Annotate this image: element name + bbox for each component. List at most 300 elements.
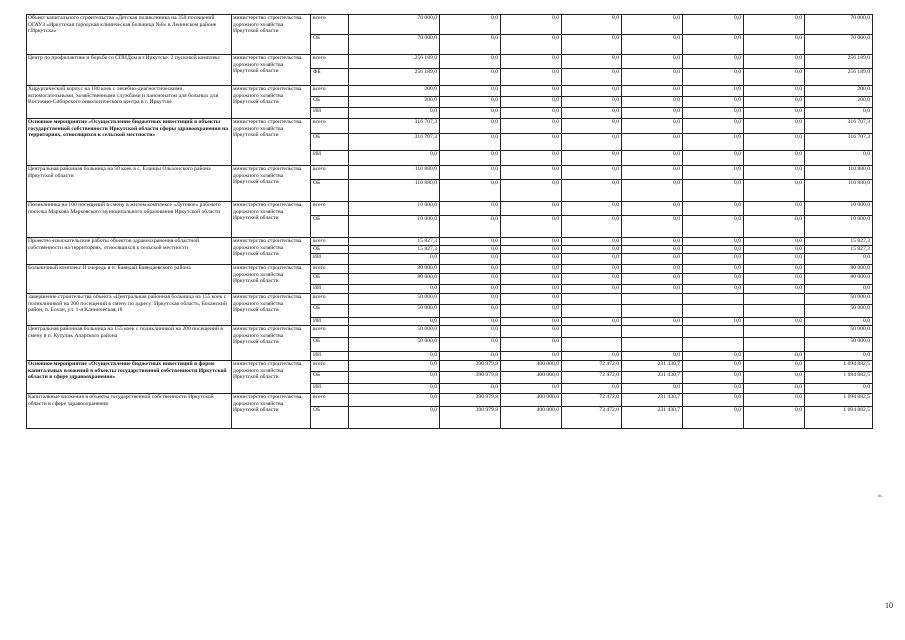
year-value-cell: 10 000,0 [349, 202, 440, 216]
funding-source-cell: ОБ [311, 305, 349, 318]
year-value-cell: 0,0 [562, 254, 622, 265]
total-value-cell: 0,0 [805, 352, 873, 361]
year-value-cell: 0,0 [622, 180, 683, 202]
total-value-cell: 110 880,0 [805, 180, 873, 202]
funding-source-cell: ОБ [311, 407, 349, 429]
year-value-cell: 0,0 [440, 285, 501, 294]
year-value-cell [562, 326, 622, 338]
year-value-cell: 0,0 [501, 134, 562, 151]
year-value-cell: 0,0 [501, 202, 562, 216]
year-value-cell: 0,0 [744, 285, 805, 294]
year-value-cell: 0,0 [440, 384, 501, 394]
year-value-cell: 0,0 [440, 238, 501, 246]
activity-name-cell: Капитальные вложения в объекты государственной собственности Иркутской области в сфере здравоохранения [27, 394, 232, 429]
total-value-cell: 0,0 [805, 384, 873, 394]
year-value-cell: 72 472,0 [562, 361, 622, 372]
year-value-cell: 0,0 [501, 55, 562, 69]
year-value-cell: 0,0 [501, 384, 562, 394]
year-value-cell: 256 189,0 [349, 69, 440, 86]
year-value-cell: 0,0 [440, 134, 501, 151]
funding-source-cell: ФБ [311, 69, 349, 86]
year-value-cell: 231 430,7 [622, 372, 683, 384]
year-value-cell: 0,0 [683, 352, 744, 361]
year-value-cell: 0,0 [683, 394, 744, 407]
year-value-cell: 0,0 [440, 108, 501, 119]
total-value-cell: 15 827,3 [805, 238, 873, 246]
year-value-cell [744, 305, 805, 318]
year-value-cell: 0,0 [683, 361, 744, 372]
year-value-cell: 390 979,8 [440, 372, 501, 384]
year-value-cell: 0,0 [562, 119, 622, 134]
total-value-cell: 80 000,0 [805, 274, 873, 285]
year-value-cell: 0,0 [501, 238, 562, 246]
year-value-cell: 0,0 [562, 97, 622, 108]
year-value-cell: 0,0 [349, 151, 440, 166]
year-value-cell: 0,0 [622, 246, 683, 254]
year-value-cell: 0,0 [349, 108, 440, 119]
year-value-cell: 0,0 [501, 108, 562, 119]
year-value-cell: 0,0 [562, 55, 622, 69]
year-value-cell: 400 000,0 [501, 361, 562, 372]
year-value-cell: 0,0 [744, 55, 805, 69]
year-value-cell: 0,0 [501, 352, 562, 361]
year-value-cell: 0,0 [440, 15, 501, 35]
table-row [27, 15, 873, 35]
activity-name-cell: Завершение строительства объекта «Центральная районная больница на 155 коек с поликлиникой на 200 посещений в смену по адресу: Иркутская область, Боханский район, п. Бохан, ул. 1-я Клиническая,18 [27, 294, 232, 326]
year-value-cell: 0,0 [683, 108, 744, 119]
year-value-cell [622, 338, 683, 352]
activity-name-cell: Основное мероприятие «Осуществление бюджетных инвестиций в форме капитальных вложений в объекты государственной собственности Иркутской области в сфере здравоохранения» [27, 361, 232, 394]
year-value-cell: 0,0 [501, 326, 562, 338]
total-value-cell: 1 094 882,5 [805, 361, 873, 372]
funding-source-cell: всего [311, 238, 349, 246]
year-value-cell [622, 326, 683, 338]
year-value-cell: 0,0 [349, 318, 440, 326]
year-value-cell: 0,0 [562, 69, 622, 86]
year-value-cell: 0,0 [744, 119, 805, 134]
year-value-cell: 0,0 [744, 97, 805, 108]
year-value-cell: 0,0 [501, 318, 562, 326]
year-value-cell: 80 000,0 [349, 274, 440, 285]
table-row [27, 294, 873, 305]
activity-name-cell: Центральная районная больница на 50 коек в с. Еланцы Ольхонского района Иркутской области [27, 166, 232, 202]
funding-source-cell: ИИ [311, 384, 349, 394]
activity-name-cell: Объект капитального строительства «Детская поликлиника на 350 посещений ОГАУЗ «Иркутская городская клиническая больница №8» в Ленинском районе г.Иркутска» [27, 15, 232, 55]
year-value-cell: 0,0 [744, 246, 805, 254]
total-value-cell: 0,0 [805, 285, 873, 294]
year-value-cell: 0,0 [562, 274, 622, 285]
year-value-cell: 72 472,0 [562, 394, 622, 407]
year-value-cell: 0,0 [744, 134, 805, 151]
year-value-cell: 0,0 [501, 86, 562, 97]
funding-source-cell: ИИ [311, 151, 349, 166]
year-value-cell: 0,0 [622, 265, 683, 274]
year-value-cell: 0,0 [683, 246, 744, 254]
year-value-cell: 0,0 [440, 338, 501, 352]
year-value-cell: 0,0 [501, 254, 562, 265]
executor-cell: министерство строительства, дорожного хозяйства Иркутской области [232, 326, 311, 361]
funding-source-cell: всего [311, 119, 349, 134]
year-value-cell: 0,0 [683, 86, 744, 97]
year-value-cell [683, 326, 744, 338]
funding-source-cell: всего [311, 394, 349, 407]
year-value-cell: 72 472,0 [562, 407, 622, 429]
year-value-cell: 0,0 [562, 202, 622, 216]
year-value-cell: 0,0 [744, 180, 805, 202]
year-value-cell [622, 305, 683, 318]
year-value-cell: 50 000,0 [349, 338, 440, 352]
activity-name-cell: Поликлиника на 100 посещений в смену в жилом комплексе «Луговое» рабочего поселка Маркова Марковского муниципального образования Иркутской области [27, 202, 232, 238]
year-value-cell: 0,0 [744, 265, 805, 274]
table-row [27, 86, 873, 97]
page-number: 10 [885, 601, 893, 610]
year-value-cell: 0,0 [622, 119, 683, 134]
year-value-cell: 15 827,3 [349, 238, 440, 246]
year-value-cell: 0,0 [440, 55, 501, 69]
year-value-cell: 50 000,0 [349, 326, 440, 338]
year-value-cell: 0,0 [440, 294, 501, 305]
funding-source-cell: всего [311, 55, 349, 69]
total-value-cell: 1 094 882,5 [805, 394, 873, 407]
total-value-cell: 80 000,0 [805, 265, 873, 274]
year-value-cell: 0,0 [683, 119, 744, 134]
year-value-cell: 0,0 [622, 274, 683, 285]
funding-source-cell: всего [311, 361, 349, 372]
year-value-cell: 0,0 [501, 265, 562, 274]
year-value-cell: 0,0 [683, 202, 744, 216]
year-value-cell: 0,0 [622, 97, 683, 108]
year-value-cell: 0,0 [622, 216, 683, 238]
year-value-cell: 0,0 [562, 285, 622, 294]
year-value-cell: 0,0 [440, 265, 501, 274]
year-value-cell: 0,0 [562, 35, 622, 55]
year-value-cell: 0,0 [501, 15, 562, 35]
year-value-cell: 0,0 [349, 285, 440, 294]
year-value-cell: 231 430,7 [622, 361, 683, 372]
year-value-cell [562, 338, 622, 352]
year-value-cell: 0,0 [501, 274, 562, 285]
year-value-cell [744, 338, 805, 352]
year-value-cell: 0,0 [440, 69, 501, 86]
year-value-cell: 0,0 [501, 338, 562, 352]
year-value-cell: 0,0 [349, 407, 440, 429]
executor-cell: министерство строительства, дорожного хозяйства Иркутской области [232, 119, 311, 166]
year-value-cell: 0,0 [501, 151, 562, 166]
funding-source-cell: всего [311, 86, 349, 97]
year-value-cell: 0,0 [440, 254, 501, 265]
year-value-cell: 0,0 [562, 86, 622, 97]
year-value-cell: 0,0 [501, 216, 562, 238]
year-value-cell: 0,0 [501, 97, 562, 108]
table-row [27, 326, 873, 338]
year-value-cell [622, 294, 683, 305]
activity-name-cell: Центр по профилактике и борьбе со СПИДом в г.Иркутске. 2 пусковой комплекс [27, 55, 232, 86]
year-value-cell: 0,0 [562, 265, 622, 274]
year-value-cell: 0,0 [562, 166, 622, 180]
total-value-cell: 15 827,3 [805, 246, 873, 254]
table-row [27, 119, 873, 134]
year-value-cell: 0,0 [744, 384, 805, 394]
funding-source-cell: ИИ [311, 352, 349, 361]
total-value-cell: 110 880,0 [805, 166, 873, 180]
funding-source-cell: всего [311, 294, 349, 305]
year-value-cell: 256 189,0 [349, 55, 440, 69]
year-value-cell: 0,0 [349, 384, 440, 394]
year-value-cell: 400 000,0 [501, 372, 562, 384]
year-value-cell: 0,0 [349, 361, 440, 372]
year-value-cell: 0,0 [622, 35, 683, 55]
year-value-cell: 0,0 [683, 151, 744, 166]
year-value-cell: 0,0 [683, 216, 744, 238]
executor-cell: министерство строительства, дорожного хозяйства Иркутской области [232, 361, 311, 394]
year-value-cell: 0,0 [744, 166, 805, 180]
year-value-cell: 0,0 [562, 246, 622, 254]
executor-cell: министерство строительства, дорожного хозяйства Иркутской области [232, 265, 311, 294]
year-value-cell: 0,0 [683, 97, 744, 108]
year-value-cell: 390 979,8 [440, 394, 501, 407]
year-value-cell: 0,0 [683, 372, 744, 384]
funding-source-cell: ОБ [311, 246, 349, 254]
activity-name-cell: Проектно-изыскательские работы объектов здравоохранения областной собственности на территориях, относящихся к сельской местности [27, 238, 232, 265]
year-value-cell: 200,0 [349, 97, 440, 108]
year-value-cell: 0,0 [349, 254, 440, 265]
funding-source-cell: ИИ [311, 108, 349, 119]
total-value-cell: 316 707,3 [805, 134, 873, 151]
total-value-cell: 50 000,0 [805, 338, 873, 352]
year-value-cell: 0,0 [501, 285, 562, 294]
year-value-cell: 316 707,3 [349, 119, 440, 134]
year-value-cell: 0,0 [562, 151, 622, 166]
year-value-cell: 0,0 [683, 254, 744, 265]
year-value-cell: 400 000,0 [501, 407, 562, 429]
funding-source-cell: ОБ [311, 180, 349, 202]
funding-source-cell: всего [311, 166, 349, 180]
table-row [27, 166, 873, 180]
year-value-cell [683, 338, 744, 352]
executor-cell: министерство строительства, дорожного хозяйства Иркутской области [232, 15, 311, 55]
year-value-cell: 50 000,0 [349, 305, 440, 318]
year-value-cell: 0,0 [501, 180, 562, 202]
year-value-cell: 0,0 [683, 55, 744, 69]
year-value-cell: 0,0 [683, 180, 744, 202]
year-value-cell: 0,0 [744, 86, 805, 97]
funding-source-cell: ОБ [311, 35, 349, 55]
funding-source-cell: всего [311, 15, 349, 35]
year-value-cell: 50 000,0 [349, 294, 440, 305]
year-value-cell: 0,0 [562, 384, 622, 394]
year-value-cell [683, 305, 744, 318]
year-value-cell: 0,0 [562, 108, 622, 119]
executor-cell: министерство строительства, дорожного хозяйства Иркутской области [232, 55, 311, 86]
year-value-cell: 0,0 [440, 166, 501, 180]
year-value-cell: 0,0 [440, 326, 501, 338]
year-value-cell: 70 000,0 [349, 15, 440, 35]
total-value-cell: 10 000,0 [805, 216, 873, 238]
funding-source-cell: всего [311, 326, 349, 338]
executor-cell: министерство строительства, дорожного хозяйства Иркутской области [232, 202, 311, 238]
year-value-cell: 0,0 [744, 372, 805, 384]
year-value-cell: 0,0 [744, 274, 805, 285]
year-value-cell: 0,0 [440, 180, 501, 202]
year-value-cell: 0,0 [501, 35, 562, 55]
year-value-cell: 0,0 [683, 134, 744, 151]
funding-source-cell: ОБ [311, 216, 349, 238]
year-value-cell: 0,0 [683, 265, 744, 274]
year-value-cell: 231 430,7 [622, 394, 683, 407]
total-value-cell: 0,0 [805, 254, 873, 265]
funding-source-cell: ИИ [311, 318, 349, 326]
year-value-cell [744, 294, 805, 305]
year-value-cell: 0,0 [622, 15, 683, 35]
total-value-cell: 0,0 [805, 318, 873, 326]
year-value-cell: 0,0 [622, 166, 683, 180]
year-value-cell: 0,0 [562, 180, 622, 202]
table-row [27, 265, 873, 274]
year-value-cell: 0,0 [622, 55, 683, 69]
total-value-cell: 316 707,3 [805, 119, 873, 134]
year-value-cell: 0,0 [501, 119, 562, 134]
table-row [27, 394, 873, 407]
activity-name-cell: Основное мероприятие «Осуществление бюджетных инвестиций в объекты государственной собственности Иркутской области сферы здравоохранения на территориях, относящихся к сельской местности» [27, 119, 232, 166]
year-value-cell: 0,0 [622, 86, 683, 97]
activity-name-cell: Хирургический корпус на 180 коек с лечебно-диагностическими, вспомогательными, хозяйственными службами и пансионатом для больных для Восточно-Сибирского онкологического центра в г. Иркутске [27, 86, 232, 119]
year-value-cell: 0,0 [349, 394, 440, 407]
year-value-cell: 0,0 [622, 108, 683, 119]
total-value-cell: 1 094 882,5 [805, 372, 873, 384]
year-value-cell: 231 430,7 [622, 407, 683, 429]
year-value-cell: 0,0 [744, 35, 805, 55]
year-value-cell: 0,0 [562, 134, 622, 151]
year-value-cell: 0,0 [622, 254, 683, 265]
year-value-cell: 0,0 [622, 238, 683, 246]
year-value-cell: 0,0 [683, 69, 744, 86]
total-value-cell: 50 000,0 [805, 326, 873, 338]
table-row [27, 238, 873, 246]
year-value-cell: 0,0 [440, 97, 501, 108]
year-value-cell: 0,0 [683, 274, 744, 285]
year-value-cell: 80 000,0 [349, 265, 440, 274]
table-row [27, 55, 873, 69]
year-value-cell: 0,0 [440, 305, 501, 318]
year-value-cell: 0,0 [622, 384, 683, 394]
year-value-cell: 10 000,0 [349, 216, 440, 238]
total-value-cell: 200,0 [805, 97, 873, 108]
funding-source-cell: ОБ [311, 372, 349, 384]
year-value-cell: 0,0 [744, 407, 805, 429]
year-value-cell: 72 472,0 [562, 372, 622, 384]
total-value-cell: 50 000,0 [805, 305, 873, 318]
year-value-cell [683, 294, 744, 305]
year-value-cell: 400 000,0 [501, 394, 562, 407]
year-value-cell: 390 979,8 [440, 361, 501, 372]
year-value-cell: 0,0 [440, 274, 501, 285]
total-value-cell: 50 000,0 [805, 294, 873, 305]
year-value-cell: 0,0 [622, 285, 683, 294]
year-value-cell: 0,0 [683, 238, 744, 246]
executor-cell: министерство строительства, дорожного хозяйства Иркутской области [232, 394, 311, 429]
year-value-cell: 0,0 [562, 216, 622, 238]
year-value-cell: 0,0 [744, 394, 805, 407]
year-value-cell [562, 294, 622, 305]
year-value-cell: 0,0 [440, 86, 501, 97]
year-value-cell: 0,0 [440, 246, 501, 254]
year-value-cell: 0,0 [744, 69, 805, 86]
closing-quote-mark: ». [878, 493, 883, 499]
year-value-cell: 70 000,0 [349, 35, 440, 55]
year-value-cell: 0,0 [744, 361, 805, 372]
activity-name-cell: Центральная районная больница на 155 коек с поликлиникой на 200 посещений в смену в п. Кутулик Аларского района [27, 326, 232, 361]
year-value-cell: 0,0 [744, 238, 805, 246]
year-value-cell: 15 827,3 [349, 246, 440, 254]
total-value-cell: 200,0 [805, 86, 873, 97]
year-value-cell: 0,0 [501, 305, 562, 318]
year-value-cell: 110 880,0 [349, 180, 440, 202]
budget-table-body [27, 15, 873, 429]
year-value-cell: 0,0 [744, 202, 805, 216]
activity-name-cell: Больничный комплекс II очередь в п. Баяндай Баяндаевского района [27, 265, 232, 294]
total-value-cell: 0,0 [805, 151, 873, 166]
year-value-cell: 0,0 [744, 151, 805, 166]
total-value-cell: 0,0 [805, 108, 873, 119]
year-value-cell: 0,0 [622, 134, 683, 151]
year-value-cell: 316 707,3 [349, 134, 440, 151]
year-value-cell: 0,0 [683, 384, 744, 394]
year-value-cell: 0,0 [349, 352, 440, 361]
year-value-cell: 0,0 [501, 69, 562, 86]
year-value-cell: 0,0 [440, 35, 501, 55]
year-value-cell: 110 880,0 [349, 166, 440, 180]
year-value-cell: 0,0 [744, 216, 805, 238]
year-value-cell: 0,0 [622, 318, 683, 326]
funding-source-cell: ИИ [311, 285, 349, 294]
year-value-cell: 0,0 [501, 166, 562, 180]
executor-cell: министерство строительства, дорожного хозяйства Иркутской области [232, 86, 311, 119]
year-value-cell [562, 305, 622, 318]
executor-cell: министерство строительства, дорожного хозяйства Иркутской области [232, 294, 311, 326]
year-value-cell: 0,0 [744, 318, 805, 326]
year-value-cell: 0,0 [440, 216, 501, 238]
table-row [27, 202, 873, 216]
year-value-cell: 0,0 [744, 108, 805, 119]
year-value-cell: 0,0 [562, 352, 622, 361]
total-value-cell: 70 000,0 [805, 15, 873, 35]
year-value-cell: 0,0 [562, 318, 622, 326]
funding-source-cell: ОБ [311, 274, 349, 285]
year-value-cell: 0,0 [622, 352, 683, 361]
funding-source-cell: всего [311, 202, 349, 216]
year-value-cell: 0,0 [683, 407, 744, 429]
year-value-cell: 0,0 [683, 166, 744, 180]
year-value-cell: 0,0 [622, 202, 683, 216]
table-row [27, 361, 873, 372]
year-value-cell: 0,0 [683, 35, 744, 55]
executor-cell: министерство строительства, дорожного хозяйства Иркутской области [232, 238, 311, 265]
year-value-cell: 0,0 [440, 151, 501, 166]
total-value-cell: 70 000,0 [805, 35, 873, 55]
year-value-cell: 0,0 [683, 285, 744, 294]
year-value-cell: 0,0 [744, 254, 805, 265]
year-value-cell: 0,0 [440, 352, 501, 361]
year-value-cell: 0,0 [744, 352, 805, 361]
year-value-cell: 0,0 [622, 151, 683, 166]
budget-table [26, 14, 873, 429]
year-value-cell: 0,0 [440, 202, 501, 216]
total-value-cell: 256 189,0 [805, 69, 873, 86]
year-value-cell: 0,0 [622, 69, 683, 86]
total-value-cell: 256 189,0 [805, 55, 873, 69]
executor-cell: министерство строительства, дорожного хозяйства Иркутской области [232, 166, 311, 202]
year-value-cell: 0,0 [440, 119, 501, 134]
